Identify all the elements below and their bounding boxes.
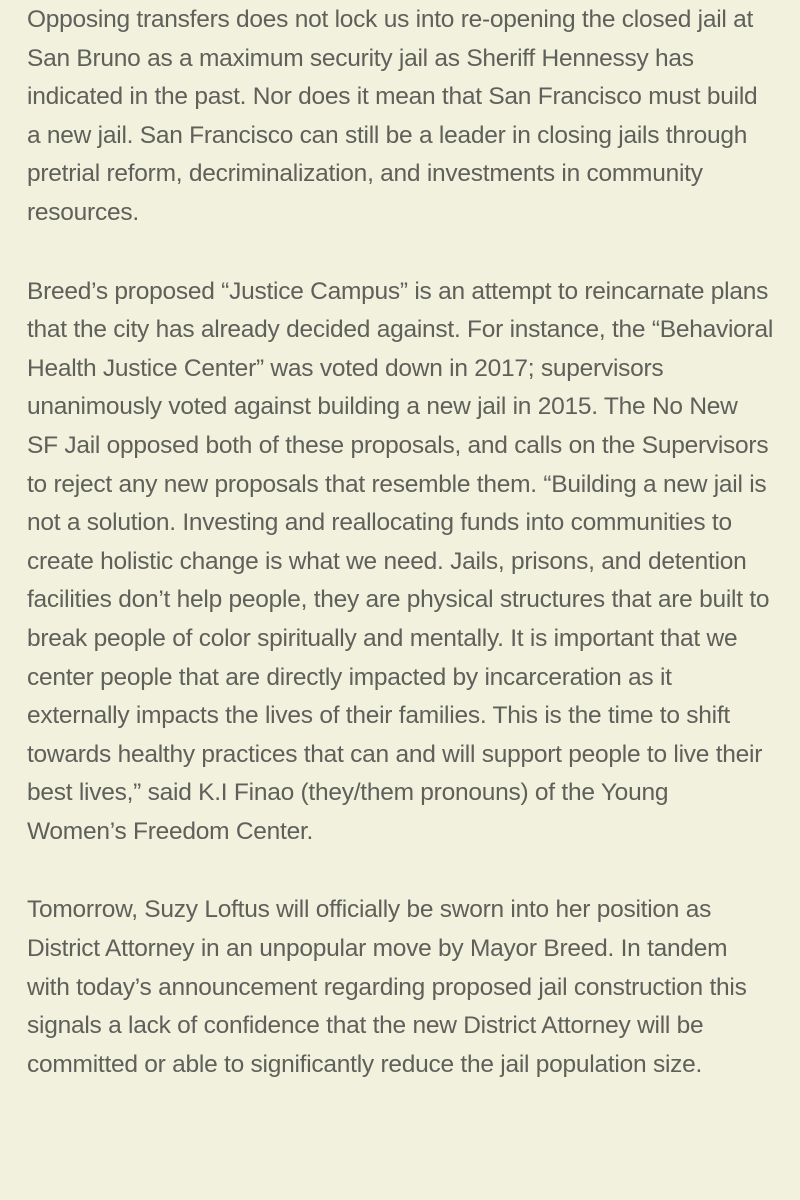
paragraph-justice-campus: Breed’s proposed “Justice Campus” is an attempt to reincarnate plans that the city has already decided against. For instance, the “Behavioral Health Justice Center” was voted down in 2017; supervisors unanimously voted against building a new jail in 2015. The No New SF Jail opposed both of these proposals, and calls on the Supervisors to reject any new proposals that resemble them. “Building a new jail is not a solution. Investing and reallocating funds into communities to create holistic change is what we need. Jails, prisons, and detention facilities don’t help people, they are physical structures that are built to break people of color spiritually and mentally. It is important that we center people that are directly impacted by incarceration as it externally impacts the lives of their families. This is the time to shift towards healthy practices that can and will support people to live their best lives,” said K.I Finao (they/them pronouns) of the Young Women’s Freedom Center. [27, 277, 774, 845]
paragraph-san-bruno-jail: Opposing transfers does not lock us into re-opening the closed jail at San Bruno as a maximum security jail as Sheriff Hennessy has indicated in the past. Nor does it mean that San Francisco must build a new jail. San Francisco can still be a leader in closing jails through pretrial reform, decriminalization, and investments in community resources. [27, 6, 758, 226]
paragraph-district-attorney: Tomorrow, Suzy Loftus will officially be sworn into her position as District Attorney in an unpopular move by Mayor Breed. In tandem with today’s announcement regarding proposed jail construction this signals a lack of confidence that the new District Attorney will be committed or able to significantly reduce the jail population size. [27, 896, 747, 1078]
